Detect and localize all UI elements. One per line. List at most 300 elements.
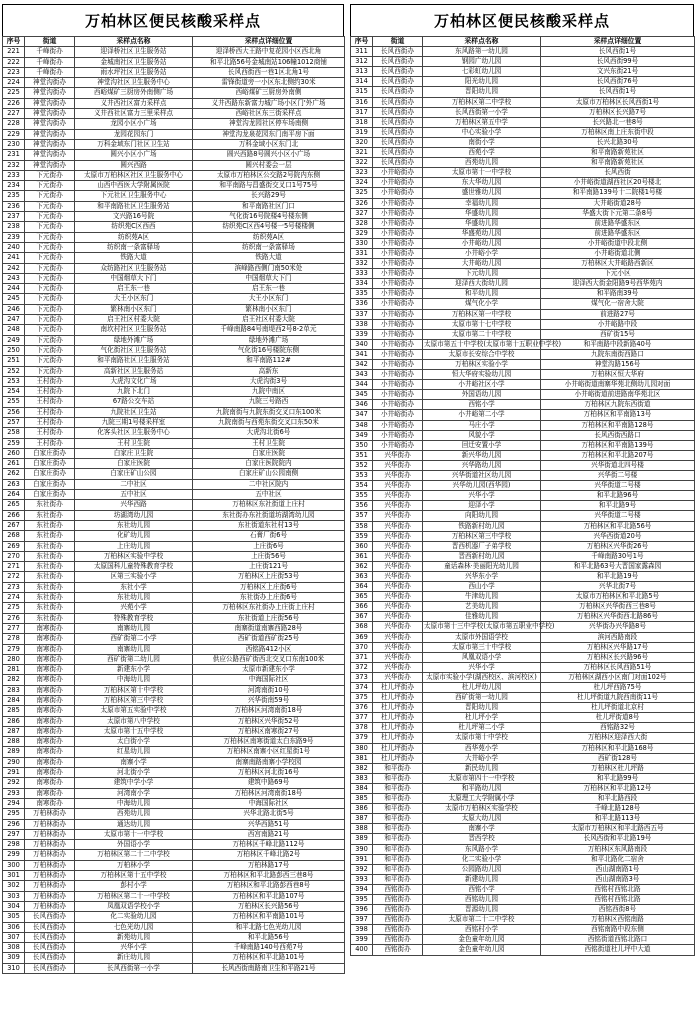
site-address-cell: 万柏林区南上庄东街中段: [541, 127, 695, 137]
street-cell: 王村街办: [25, 387, 75, 397]
row-number: 335: [351, 289, 373, 299]
table-row: [3, 294, 345, 304]
row-number: 281: [3, 665, 25, 675]
site-name-cell: 太原市第二十中学校: [423, 329, 541, 339]
street-cell: 王村街办: [25, 428, 75, 438]
table-row: [351, 339, 695, 349]
site-address-cell: 九院中南区: [193, 387, 345, 397]
row-number: 378: [351, 723, 373, 733]
site-address-cell: 长风西街76号: [541, 77, 695, 87]
street-cell: 小井峪街办: [373, 380, 423, 390]
street-cell: 东社街办: [25, 520, 75, 530]
table-row: [3, 407, 345, 417]
site-name-cell: 东社幼儿园: [75, 520, 193, 530]
site-name-cell: 太原市第十七中学校: [423, 319, 541, 329]
table-row: [351, 804, 695, 814]
site-name-cell: 兴华小学: [423, 662, 541, 672]
street-cell: 下元街办: [25, 242, 75, 252]
site-name-cell: 万科金域东门社区卫生站: [75, 139, 193, 149]
site-address-cell: 西矿街128号: [541, 753, 695, 763]
table-row: [3, 397, 345, 407]
street-cell: 兴华街办: [373, 551, 423, 561]
table-row: [3, 819, 345, 829]
row-number: 307: [3, 932, 25, 942]
street-cell: 东社街办: [25, 593, 75, 603]
site-address-cell: 万柏林区河湾南街18号: [193, 788, 345, 798]
street-cell: 南寒街办: [25, 696, 75, 706]
row-number: 235: [3, 191, 25, 201]
row-number: 372: [351, 662, 373, 672]
site-address-cell: 万柏林区东社街办上庄街上庄村: [193, 603, 345, 613]
site-name-cell: 西华苑小学: [423, 743, 541, 753]
row-number: 302: [3, 881, 25, 891]
table-row: [3, 417, 345, 427]
row-number: 324: [351, 178, 373, 188]
row-number: 359: [351, 531, 373, 541]
street-cell: 和平街办: [373, 824, 423, 834]
site-name-cell: 杜儿坪幼儿园: [423, 683, 541, 693]
site-name-cell: 兴华小学: [75, 943, 193, 953]
row-number: 260: [3, 448, 25, 458]
site-name-cell: 西铭小学: [423, 884, 541, 894]
table-row: [351, 662, 695, 672]
row-number: 236: [3, 201, 25, 211]
street-cell: 下元街办: [25, 263, 75, 273]
table-row: [3, 716, 345, 726]
site-address-cell: 小井峪街道北侧: [541, 248, 695, 258]
row-number: 327: [351, 208, 373, 218]
site-name-cell: 新兴华幼儿园: [423, 450, 541, 460]
site-name-cell: 小井峪社区小学: [423, 380, 541, 390]
table-row: [351, 894, 695, 904]
street-cell: 万柏林街办: [25, 901, 75, 911]
site-address-cell: 万柏林区和平北路12号: [541, 783, 695, 793]
row-number: 271: [3, 562, 25, 572]
site-name-cell: 化客头社区卫生服务中心: [75, 428, 193, 438]
row-number: 369: [351, 632, 373, 642]
row-number: 350: [351, 440, 373, 450]
right-header-row: [351, 37, 695, 47]
row-number: 273: [3, 582, 25, 592]
table-row: [3, 67, 345, 77]
street-cell: 小井峪街办: [373, 168, 423, 178]
table-row: [351, 602, 695, 612]
table-row: [3, 88, 345, 98]
site-name-cell: 新庄幼儿园: [75, 953, 193, 963]
street-cell: 小井峪街办: [373, 259, 423, 269]
row-number: 270: [3, 551, 25, 561]
site-address-cell: 万柏林区杜儿坪路: [541, 763, 695, 773]
site-address-cell: 和平北路七色光幼儿园: [193, 922, 345, 932]
table-row: [351, 703, 695, 713]
table-row: [3, 562, 345, 572]
street-cell: 长风西街办: [373, 158, 423, 168]
table-row: [351, 360, 695, 370]
site-address-cell: 兴华街道二号楼: [541, 481, 695, 491]
table-row: [351, 158, 695, 168]
table-row: [351, 400, 695, 410]
table-row: [351, 238, 695, 248]
street-cell: 长风西街办: [373, 47, 423, 57]
street-cell: 杜儿坪街办: [373, 733, 423, 743]
site-address-cell: 和平北路56号金城南站106幢1012商铺: [193, 57, 345, 67]
site-address-cell: 万柏林区上庄街6号: [193, 582, 345, 592]
site-name-cell: 西矿街第一幼儿园: [423, 693, 541, 703]
row-number: 253: [3, 376, 25, 386]
site-name-cell: 太原市万柏林区社区卫生服务中心: [75, 170, 193, 180]
site-name-cell: 万柏林区第十五中学校: [75, 871, 193, 881]
site-address-cell: 万柏林区和平北路56号: [541, 521, 695, 531]
table-row: [3, 191, 345, 201]
site-address-cell: 万柏林区千峰北路112号: [193, 840, 345, 850]
site-name-cell: 长风西街第一小学: [75, 963, 193, 973]
site-name-cell: 大井峪小学: [423, 753, 541, 763]
street-cell: 兴华街办: [373, 632, 423, 642]
row-number: 352: [351, 460, 373, 470]
table-row: [3, 881, 345, 891]
street-cell: 长风西街办: [25, 953, 75, 963]
street-cell: 小井峪街办: [373, 238, 423, 248]
table-row: [3, 809, 345, 819]
row-number: 248: [3, 325, 25, 335]
site-address-cell: 滨河西路南段: [541, 632, 695, 642]
site-address-cell: 铁路大道: [193, 253, 345, 263]
site-name-cell: 南街小学: [423, 137, 541, 147]
site-name-cell: 彭村小学: [75, 881, 193, 891]
site-name-cell: 万柏林小学: [75, 860, 193, 870]
table-row: [351, 148, 695, 158]
street-cell: 兴华街办: [373, 571, 423, 581]
row-number: 292: [3, 778, 25, 788]
site-name-cell: 太原市第三十中学校: [423, 642, 541, 652]
site-name-cell: 西铭小学: [423, 400, 541, 410]
site-address-cell: 和平北路96号: [541, 491, 695, 501]
site-name-cell: 太原市实验小学(湖西校区、滨河校区): [423, 672, 541, 682]
table-row: [351, 874, 695, 884]
street-cell: 杜儿坪街办: [373, 723, 423, 733]
site-address-cell: 供应公路西矿街西北交叉口东南100米: [193, 654, 345, 664]
site-address-cell: 万柏林区九院东西街道: [541, 400, 695, 410]
site-address-cell: 长兴北路30号: [541, 137, 695, 147]
column-header: 序号: [351, 37, 373, 47]
street-cell: 兴华街办: [373, 450, 423, 460]
table-row: [3, 325, 345, 335]
site-address-cell: 万柏林区兴华街西北路86号: [541, 612, 695, 622]
site-address-cell: 九院南街与西苑东街交叉口东50米: [193, 417, 345, 427]
street-cell: 兴华街办: [373, 491, 423, 501]
right-panel: [350, 4, 694, 1020]
site-name-cell: 小井峪第二小学: [423, 410, 541, 420]
table-row: [351, 733, 695, 743]
row-number: 299: [3, 850, 25, 860]
table-row: [351, 763, 695, 773]
row-number: 265: [3, 500, 25, 510]
site-name-cell: 气化街社区卫生服务站: [75, 345, 193, 355]
row-number: 284: [3, 696, 25, 706]
site-address-cell: 西铭西街8号: [541, 905, 695, 915]
site-name-cell: 化二实验小学: [423, 854, 541, 864]
table-row: [3, 603, 345, 613]
site-name-cell: 太原国科儿童特殊教育学校: [75, 562, 193, 572]
table-row: [351, 652, 695, 662]
row-number: 347: [351, 410, 373, 420]
row-number: 251: [3, 356, 25, 366]
row-number: 395: [351, 894, 373, 904]
street-cell: 南寒街办: [25, 737, 75, 747]
row-number: 283: [3, 685, 25, 695]
row-number: 258: [3, 428, 25, 438]
row-number: 296: [3, 819, 25, 829]
site-address-cell: 兴华街办兴华路8号: [541, 622, 695, 632]
street-cell: 兴华街办: [373, 652, 423, 662]
street-cell: 神堂沟街办: [25, 139, 75, 149]
site-address-cell: 小井峪街道湖西社区20号楼北: [541, 178, 695, 188]
row-number: 221: [3, 47, 25, 57]
site-name-cell: 太原市第十中学校: [423, 733, 541, 743]
street-cell: 和平街办: [373, 854, 423, 864]
row-number: 322: [351, 158, 373, 168]
site-address-cell: 长兴路北一巷8号: [541, 117, 695, 127]
site-address-cell: 万柏林区兴华街26号: [541, 541, 695, 551]
row-number: 304: [3, 901, 25, 911]
table-row: [351, 47, 695, 57]
site-address-cell: 大虎沟北街6号: [193, 428, 345, 438]
row-number: 267: [3, 520, 25, 530]
site-name-cell: 西苑幼儿园: [75, 809, 193, 819]
street-cell: 小井峪街办: [373, 269, 423, 279]
row-number: 396: [351, 905, 373, 915]
column-header: 采样点详细位置: [541, 37, 695, 47]
table-row: [3, 284, 345, 294]
table-row: [351, 420, 695, 430]
row-number: 303: [3, 891, 25, 901]
site-name-cell: 67路公交车站: [75, 397, 193, 407]
street-cell: 万柏林街办: [25, 829, 75, 839]
site-address-cell: 西矿街道西矿街25号: [193, 634, 345, 644]
site-name-cell: 河湾南小学: [75, 788, 193, 798]
site-address-cell: 长风西街99号: [541, 57, 695, 67]
row-number: 275: [3, 603, 25, 613]
street-cell: 小井峪街办: [373, 329, 423, 339]
table-row: [351, 935, 695, 945]
site-name-cell: 坊湖湾幼儿园: [75, 510, 193, 520]
site-name-cell: 新苑幼儿园: [75, 932, 193, 942]
table-row: [351, 198, 695, 208]
row-number: 244: [3, 284, 25, 294]
site-name-cell: 西矿街第二小学: [75, 634, 193, 644]
site-address-cell: 西铭街道西铭北路口: [541, 935, 695, 945]
site-address-cell: 九院三号路西: [193, 397, 345, 407]
street-cell: 白家庄街办: [25, 448, 75, 458]
site-name-cell: 万柏林区第三中学校: [75, 696, 193, 706]
street-cell: 南寒街办: [25, 654, 75, 664]
table-row: [351, 612, 695, 622]
table-row: [351, 450, 695, 460]
site-name-cell: 区第三实验小学: [75, 572, 193, 582]
table-row: [3, 675, 345, 685]
site-name-cell: 铁路大道: [75, 253, 193, 263]
row-number: 370: [351, 642, 373, 652]
site-name-cell: 阳光幼儿园: [423, 77, 541, 87]
table-row: [3, 932, 345, 942]
site-address-cell: 和平北路63号大晋国家露森园: [541, 561, 695, 571]
table-row: [3, 212, 345, 222]
street-cell: 长风西街办: [25, 932, 75, 942]
table-row: [3, 850, 345, 860]
site-name-cell: 大虎沟文化广场: [75, 376, 193, 386]
street-cell: 南寒街办: [25, 788, 75, 798]
site-name-cell: 启王社区村委大院: [75, 315, 193, 325]
site-address-cell: 迎泽桥西大王路中复花园小区西北角: [193, 47, 345, 57]
site-address-cell: 和平北路9号: [541, 501, 695, 511]
site-address-cell: 文兴东街21号: [541, 67, 695, 77]
site-name-cell: 下元幼儿园: [423, 269, 541, 279]
site-address-cell: 千峰南路140号西苑7号: [193, 943, 345, 953]
site-name-cell: 新建幼儿园: [423, 874, 541, 884]
site-name-cell: 纺织苑A区: [75, 232, 193, 242]
site-address-cell: 千峰南路84号南堤西2号8-2单元: [193, 325, 345, 335]
site-name-cell: 兴苑小学: [75, 603, 193, 613]
site-name-cell: 恒大华府实验幼儿园: [423, 370, 541, 380]
row-number: 334: [351, 279, 373, 289]
site-name-cell: 幸福幼儿园: [423, 198, 541, 208]
table-row: [351, 642, 695, 652]
site-name-cell: 特殊教育学校: [75, 613, 193, 623]
street-cell: 神堂沟街办: [25, 119, 75, 129]
street-cell: 西铭街办: [373, 935, 423, 945]
row-number: 238: [3, 222, 25, 232]
row-number: 256: [3, 407, 25, 417]
table-row: [351, 57, 695, 67]
row-number: 282: [3, 675, 25, 685]
street-cell: 长风西街办: [373, 148, 423, 158]
site-address-cell: 和平南路与昌盛街交叉口1号75号: [193, 181, 345, 191]
site-name-cell: 义井西社区富力采样点: [75, 98, 193, 108]
street-cell: 王村街办: [25, 417, 75, 427]
site-name-cell: 大王小区东门: [75, 294, 193, 304]
site-address-cell: 西峪煤矿三厨房外南侧: [193, 88, 345, 98]
street-cell: 小井峪街办: [373, 319, 423, 329]
site-address-cell: 白家庄医院: [193, 448, 345, 458]
site-address-cell: 上庄街56号: [193, 551, 345, 561]
street-cell: 南寒街办: [25, 716, 75, 726]
street-cell: 南寒街办: [25, 798, 75, 808]
row-number: 318: [351, 117, 373, 127]
row-number: 245: [3, 294, 25, 304]
row-number: 321: [351, 148, 373, 158]
street-cell: 万柏林街办: [25, 840, 75, 850]
row-number: 339: [351, 329, 373, 339]
table-row: [351, 460, 695, 470]
site-name-cell: 外国语幼儿园: [423, 390, 541, 400]
row-number: 316: [351, 97, 373, 107]
row-number: 326: [351, 198, 373, 208]
street-cell: 万柏林街办: [25, 891, 75, 901]
site-address-cell: 河湾南街10号: [193, 685, 345, 695]
site-name-cell: 公园路幼儿园: [423, 864, 541, 874]
table-row: [3, 891, 345, 901]
site-name-cell: 金城南社区卫生服务站: [75, 57, 193, 67]
table-row: [351, 592, 695, 602]
site-address-cell: 长风西街和平北路19号: [541, 834, 695, 844]
site-address-cell: 万柏林区东风路南段: [541, 844, 695, 854]
row-number: 398: [351, 925, 373, 935]
site-address-cell: 兴华西路51号: [193, 819, 345, 829]
site-name-cell: 风貌小学: [423, 430, 541, 440]
row-number: 291: [3, 768, 25, 778]
site-name-cell: 太原理工大学附属小学: [423, 794, 541, 804]
site-name-cell: 万柏林区实验小学: [423, 360, 541, 370]
row-number: 254: [3, 387, 25, 397]
site-address-cell: 五中社区: [193, 490, 345, 500]
row-number: 306: [3, 922, 25, 932]
street-cell: 白家庄街办: [25, 459, 75, 469]
site-address-cell: 万柏林区南寒街27号: [193, 726, 345, 736]
site-name-cell: 建筑中学小学: [75, 778, 193, 788]
site-name-cell: 西苑幼儿园: [423, 158, 541, 168]
site-name-cell: 万柏林区第一中学校: [423, 309, 541, 319]
table-row: [351, 410, 695, 420]
site-address-cell: 西铭街道杜儿坪中大道: [541, 945, 695, 955]
street-cell: 东社街办: [25, 541, 75, 551]
row-number: 353: [351, 471, 373, 481]
site-name-cell: 下元社区卫生服务中心: [75, 191, 193, 201]
site-name-cell: 小井峪小学: [423, 248, 541, 258]
street-cell: 王村街办: [25, 376, 75, 386]
row-number: 340: [351, 339, 373, 349]
row-number: 308: [3, 943, 25, 953]
site-address-cell: 白家庄医院院内: [193, 459, 345, 469]
site-name-cell: 太原市长安综合中学校: [423, 349, 541, 359]
table-row: [351, 864, 695, 874]
site-name-cell: 新民幼儿园: [423, 763, 541, 773]
left-title: 万柏林区便民核酸采样点: [2, 4, 344, 36]
table-row: [351, 87, 695, 97]
row-number: 332: [351, 259, 373, 269]
site-name-cell: 万柏林区第三中学校: [423, 531, 541, 541]
site-address-cell: 和平北路西段: [541, 794, 695, 804]
table-row: [3, 500, 345, 510]
site-name-cell: 中心实验小学: [423, 127, 541, 137]
street-cell: 下元街办: [25, 181, 75, 191]
site-address-cell: 万柏林区兴华路17号: [541, 642, 695, 652]
table-row: [3, 520, 345, 530]
row-number: 293: [3, 788, 25, 798]
street-cell: 小井峪街办: [373, 370, 423, 380]
street-cell: 长风西街办: [373, 127, 423, 137]
row-number: 330: [351, 238, 373, 248]
site-address-cell: 万柏林区长兴路7号: [541, 107, 695, 117]
site-name-cell: 太原市第四十一中学校: [423, 773, 541, 783]
street-cell: 神堂沟街办: [25, 109, 75, 119]
street-cell: 南寒街办: [25, 623, 75, 633]
street-cell: 万柏林街办: [25, 809, 75, 819]
street-cell: 兴华街办: [373, 471, 423, 481]
street-cell: 小井峪街办: [373, 218, 423, 228]
site-name-cell: 南寨小学: [75, 757, 193, 767]
site-name-cell: 太白街小学: [75, 737, 193, 747]
street-cell: 下元街办: [25, 201, 75, 211]
row-number: 300: [3, 860, 25, 870]
street-cell: 东社街办: [25, 531, 75, 541]
site-address-cell: 兴华街道二号楼: [541, 511, 695, 521]
site-address-cell: 万柏林区和平北路彭西三巷8号: [193, 871, 345, 881]
site-address-cell: 万柏林区和平北路彭西巷8号: [193, 881, 345, 891]
site-name-cell: 万柏林区第十中学校: [75, 685, 193, 695]
row-number: 272: [3, 572, 25, 582]
row-number: 380: [351, 743, 373, 753]
site-address-cell: 万柏林区兴华街西三巷8号: [541, 602, 695, 612]
